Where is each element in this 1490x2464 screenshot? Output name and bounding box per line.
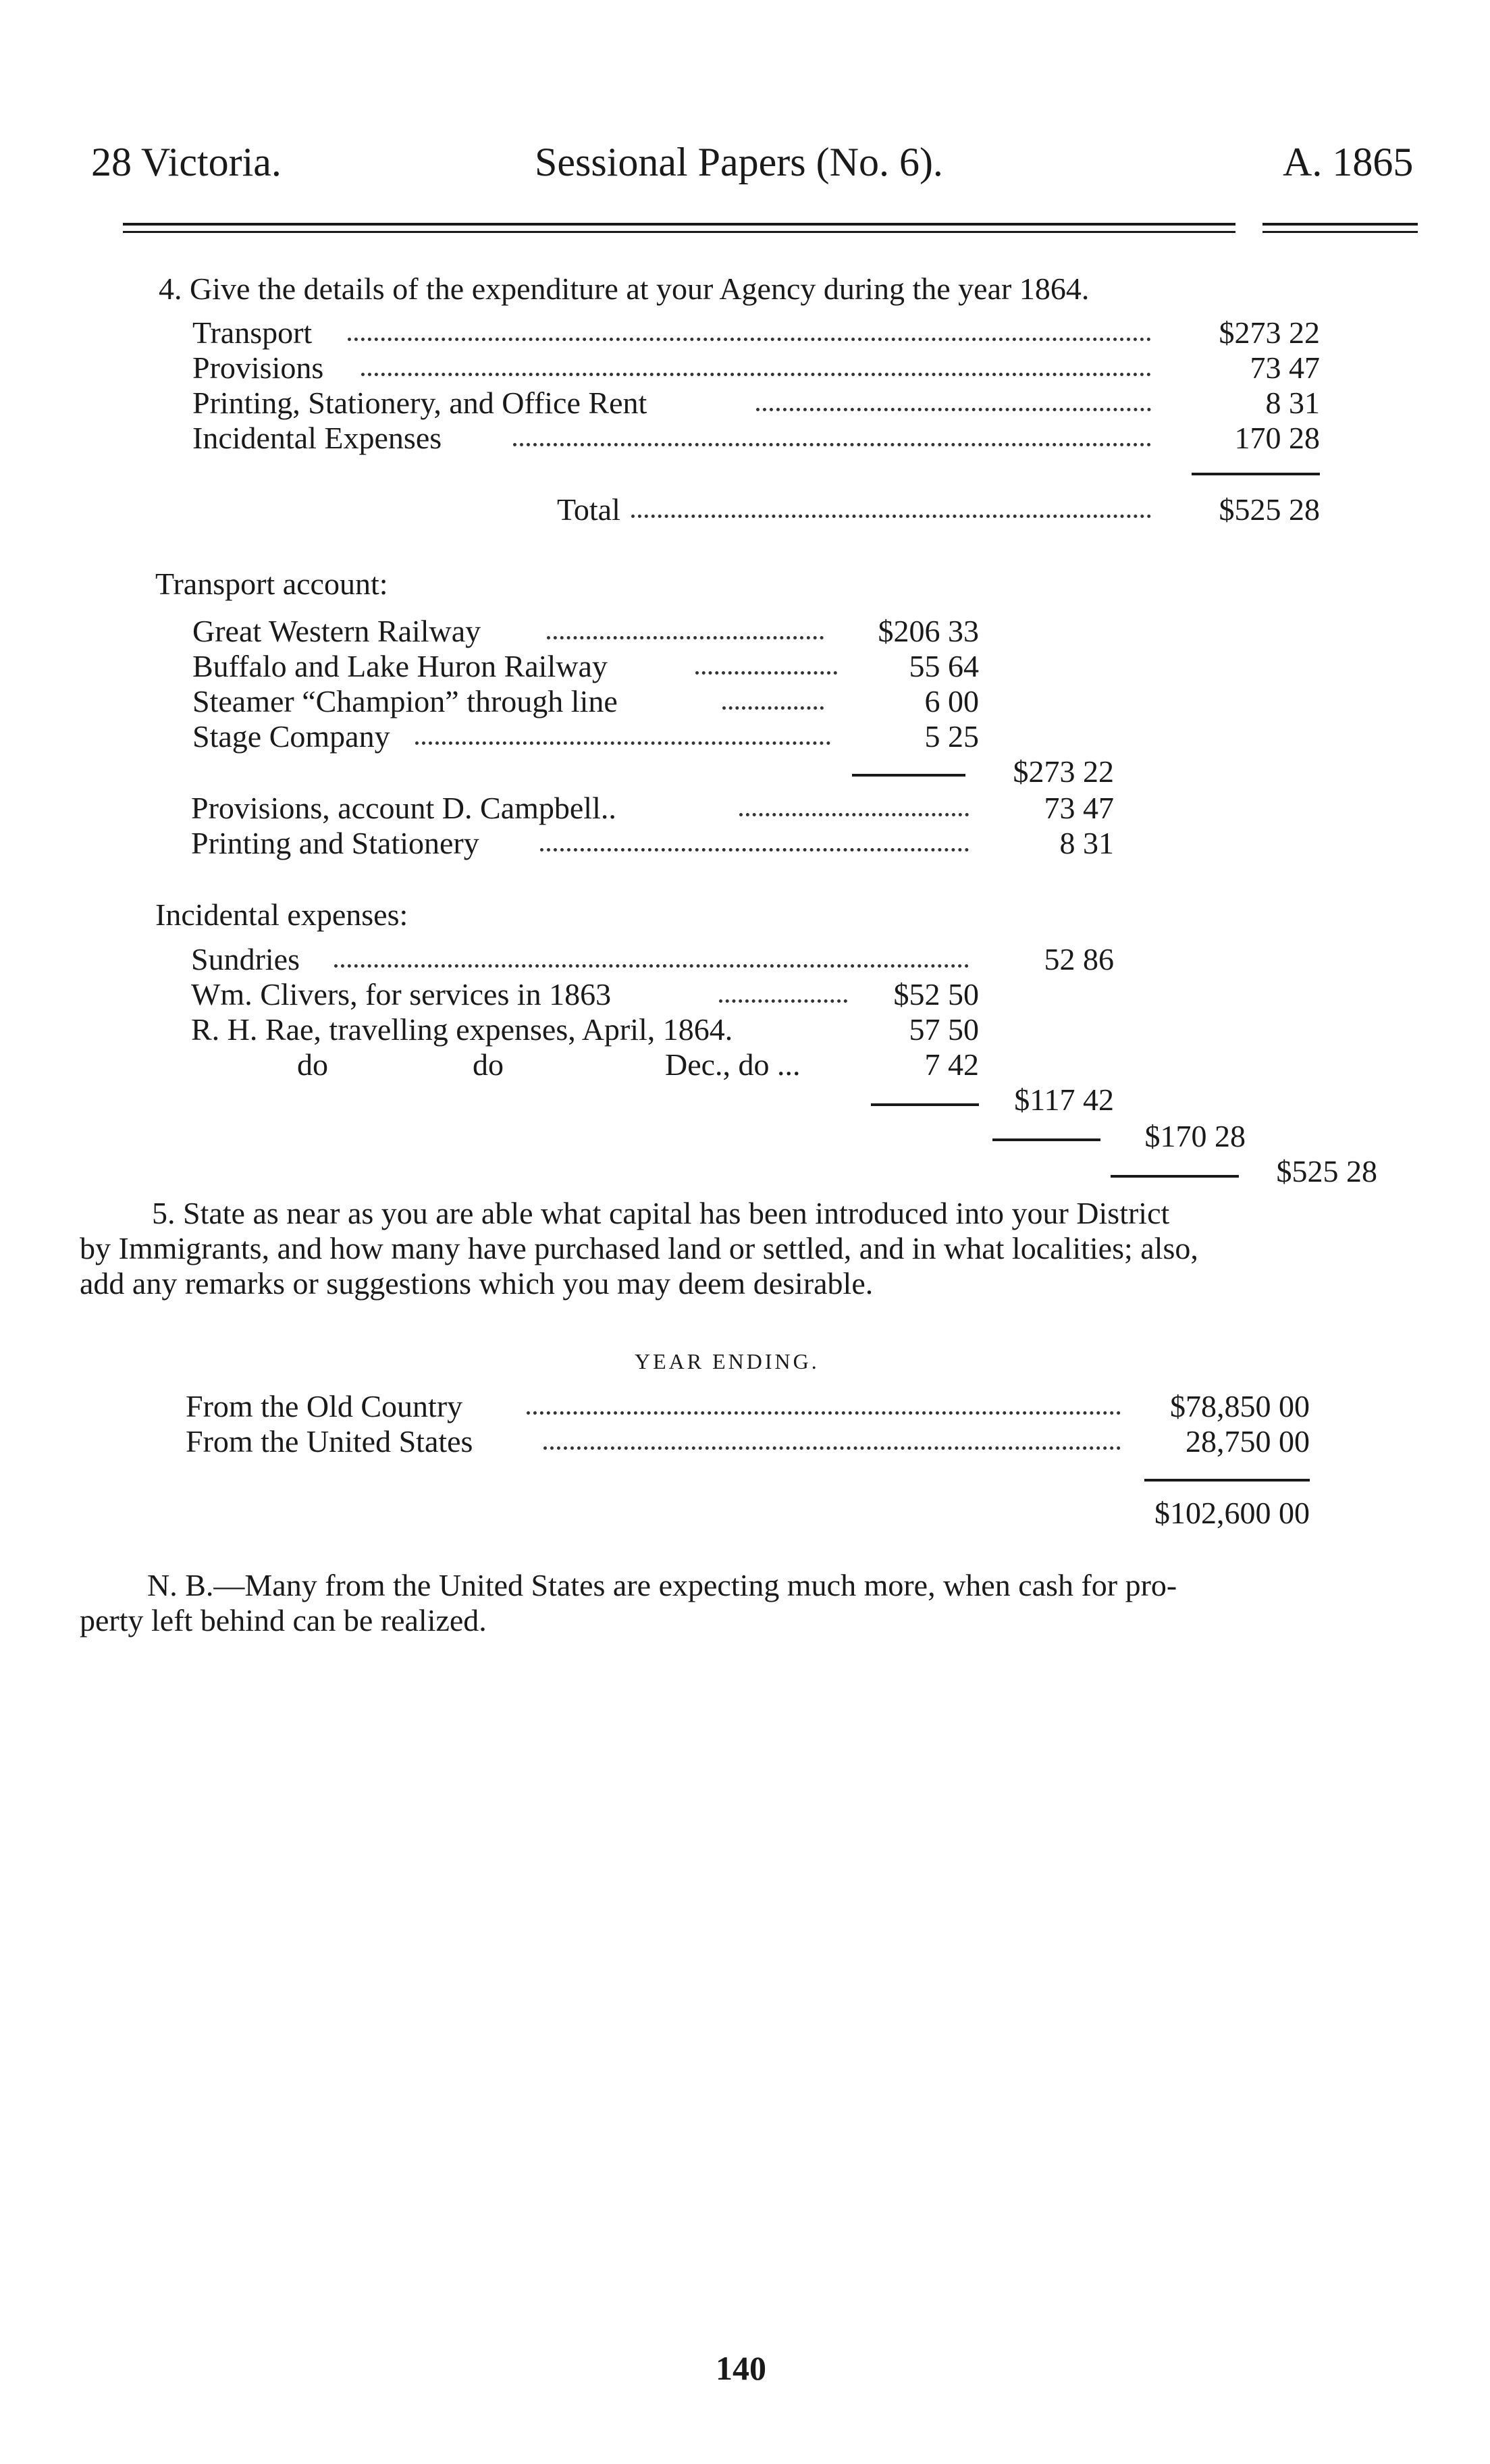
question-5-line: by Immigrants, and how many have purchased land or settled, and in what localities; also,: [80, 1231, 1198, 1265]
expense-amount: 8 31: [1265, 386, 1320, 420]
dot-leader: [334, 964, 969, 968]
ditto-mark: do: [473, 1047, 504, 1082]
header-rule-top: [123, 223, 1235, 226]
question-5-line: add any remarks or suggestions which you may deem desirable.: [80, 1266, 874, 1301]
expense-amount: 73 47: [1250, 350, 1320, 385]
clivers-amount: $52 50: [893, 977, 979, 1012]
question-5-line: 5. State as near as you are able what capital has been introduced into your District: [152, 1196, 1170, 1230]
page-number: 140: [716, 2349, 766, 2387]
nb-line: perty left behind can be realized.: [80, 1603, 487, 1637]
total-label: Total: [557, 492, 620, 527]
expense-label: Provisions: [192, 350, 324, 385]
capital-amount: 28,750 00: [1186, 1424, 1310, 1459]
expense-label: Incidental Expenses: [192, 421, 442, 455]
dot-leader: [513, 443, 1151, 446]
transport-label: Steamer “Champion” through line: [192, 684, 618, 718]
header-volume: 28 Victoria.: [91, 140, 282, 184]
dot-leader: [695, 671, 837, 675]
transport-label: Stage Company: [192, 719, 390, 754]
total-amount: $525 28: [1219, 492, 1320, 527]
header-year: A. 1865: [1283, 140, 1414, 184]
rae-dec-amount: 7 42: [924, 1047, 979, 1082]
transport-amount: 55 64: [909, 649, 979, 683]
expense-amount: $273 22: [1219, 315, 1320, 350]
incidental-subtotal: $117 42: [1014, 1082, 1114, 1117]
header-rule-bottom: [123, 231, 1235, 233]
clivers-label: Wm. Clivers, for services in 1863: [191, 977, 612, 1012]
header-rule-right-bottom: [1262, 231, 1418, 233]
dot-leader: [540, 848, 969, 851]
capital-amount: $78,850 00: [1170, 1389, 1310, 1423]
transport-subtotal: $273 22: [1013, 754, 1114, 789]
header-rule-right-top: [1262, 223, 1418, 226]
capital-label: From the Old Country: [186, 1389, 463, 1423]
grand-total: $525 28: [1276, 1154, 1377, 1188]
sum-rule: [1192, 473, 1320, 475]
expense-amount: 170 28: [1234, 421, 1320, 455]
sundries-label: Sundries: [191, 942, 300, 976]
sum-rule: [1144, 1479, 1310, 1482]
dot-leader: [527, 1411, 1121, 1415]
sundries-amount: 52 86: [1044, 942, 1114, 976]
incidental-heading: Incidental expenses:: [155, 897, 408, 932]
capital-label: From the United States: [186, 1424, 473, 1459]
dot-leader: [739, 813, 969, 816]
printing-amount: 8 31: [1059, 826, 1114, 860]
sum-rule: [852, 774, 965, 777]
incidental-total: $170 28: [1144, 1119, 1246, 1153]
year-ending-heading: YEAR ENDING.: [635, 1349, 820, 1373]
rae-dec-label: Dec., do ...: [665, 1047, 801, 1082]
dot-leader: [547, 636, 824, 639]
dot-leader: [756, 408, 1151, 411]
dot-leader: [348, 338, 1151, 341]
rae-april-label: R. H. Rae, travelling expenses, April, 1864.: [191, 1012, 733, 1047]
question-4-prompt: 4. Give the details of the expenditure at your Agency during the year 1864.: [159, 271, 1090, 306]
provisions-label: Provisions, account D. Campbell..: [191, 791, 616, 825]
expense-label: Transport: [192, 315, 313, 350]
dot-leader: [722, 706, 824, 710]
transport-label: Buffalo and Lake Huron Railway: [192, 649, 608, 683]
transport-heading: Transport account:: [155, 567, 388, 601]
dot-leader: [543, 1446, 1121, 1450]
transport-amount: 5 25: [924, 719, 979, 754]
ditto-mark: do: [297, 1047, 328, 1082]
dot-leader: [631, 515, 1151, 518]
header-title: Sessional Papers (No. 6).: [535, 140, 943, 184]
transport-amount: $206 33: [878, 614, 979, 648]
transport-label: Great Western Railway: [192, 614, 481, 648]
sum-rule: [1111, 1175, 1239, 1178]
dot-leader: [361, 373, 1151, 376]
capital-total: $102,600 00: [1154, 1496, 1310, 1530]
expense-label: Printing, Stationery, and Office Rent: [192, 386, 647, 420]
nb-line: N. B.—Many from the United States are expecting much more, when cash for pro-: [147, 1568, 1177, 1602]
transport-amount: 6 00: [924, 684, 979, 718]
provisions-amount: 73 47: [1044, 791, 1114, 825]
rae-april-amount: 57 50: [909, 1012, 979, 1047]
printing-label: Printing and Stationery: [191, 826, 479, 860]
dot-leader: [415, 741, 830, 745]
sum-rule: [992, 1138, 1100, 1141]
